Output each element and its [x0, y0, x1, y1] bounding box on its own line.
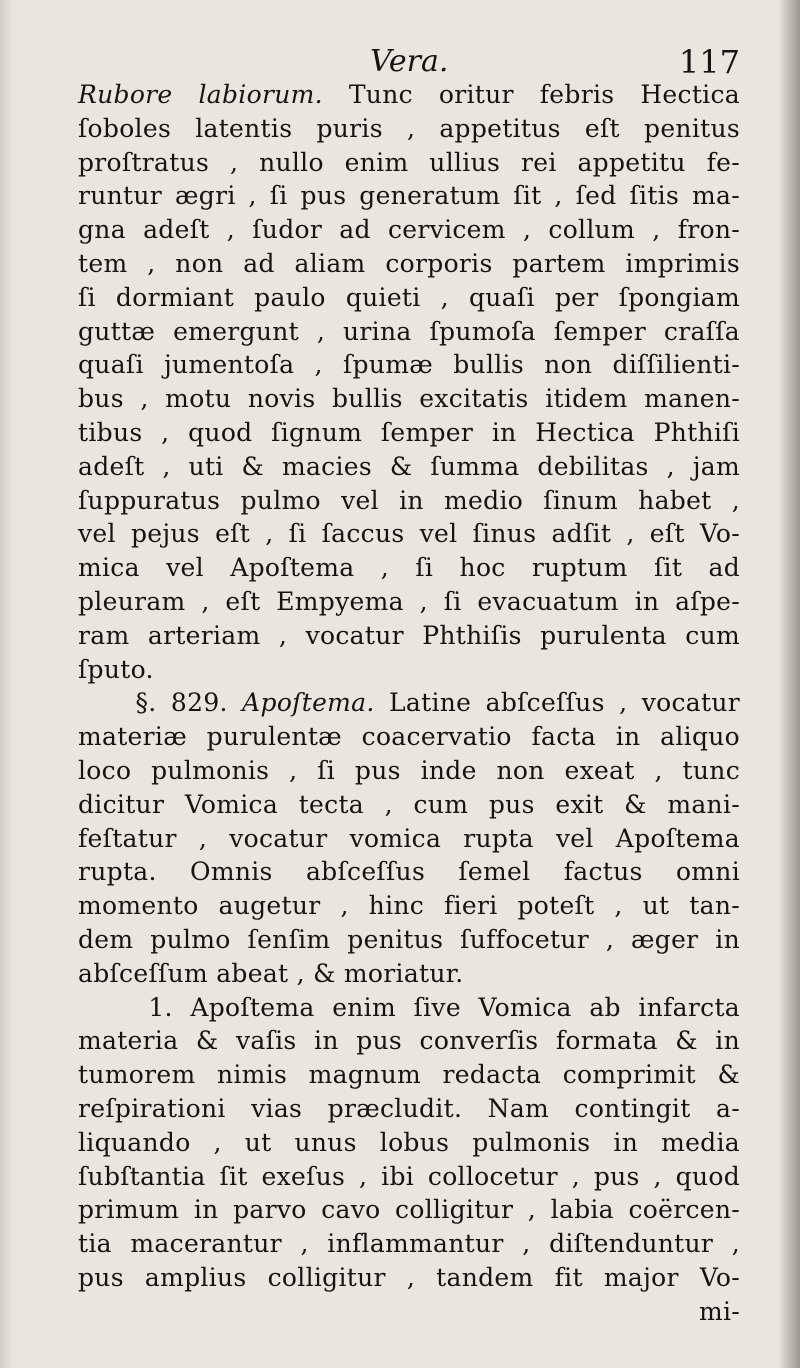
italic-term: Apoſtema. — [242, 688, 375, 718]
text-line — [78, 1126, 740, 1160]
line-text: loco pulmonis , ſi pus inde non exeat , tunc — [78, 755, 740, 785]
running-title: Vera. — [370, 44, 449, 79]
text-line — [78, 822, 740, 856]
line-text: ſoboles latentis puris , appetitus eſt penitus — [78, 113, 740, 143]
text-line — [78, 112, 740, 146]
text-line — [78, 653, 740, 687]
line-text: liquando , ut unus lobus pulmonis in media — [78, 1127, 740, 1157]
line-text: dicitur Vomica tecta , cum pus exit & mani- — [78, 789, 740, 819]
line-text: Tunc oritur febris Hectica — [322, 80, 740, 109]
text-line — [78, 281, 740, 315]
line-text: primum in parvo cavo colligitur , labia coërcen- — [78, 1195, 740, 1225]
line-text: abſceſſum abeat , & moriatur. — [78, 958, 464, 988]
text-line — [78, 1058, 740, 1092]
line-text: momento augetur , hinc fieri poteſt , ut tan- — [78, 891, 740, 921]
page-right-shadow — [778, 0, 800, 1368]
text-line — [78, 720, 740, 754]
line-text: dem pulmo ſenſim penitus ſuffocetur , æger in — [78, 924, 740, 954]
text-line — [78, 923, 740, 957]
text-line — [78, 146, 740, 180]
line-text: quaſi jumentoſa , ſpumæ bullis non diſſilienti- — [78, 350, 740, 380]
line-text: 1. Apoſtema enim ſive Vomica ab infarcta — [78, 992, 740, 1022]
text-line — [78, 416, 740, 450]
text-line — [78, 788, 740, 822]
line-text: bus , motu novis bullis excitatis itidem manen- — [78, 384, 740, 414]
line-text: adeſt , uti & macies & ſumma debilitas , jam — [78, 451, 740, 481]
page-number: 117 — [678, 43, 740, 81]
text-line — [78, 517, 740, 551]
text-line — [78, 1261, 740, 1295]
text-line — [78, 247, 740, 281]
line-text: materiæ purulentæ coacervatio facta in aliquo — [78, 722, 740, 752]
text-line — [78, 382, 740, 416]
text-line — [78, 619, 740, 653]
text-line — [78, 315, 740, 349]
line-text: guttæ emergunt , urina ſpumoſa ſemper craſſa — [78, 316, 740, 346]
text-line — [78, 484, 740, 518]
line-text: pus amplius colligitur , tandem fit major Vo- — [78, 1262, 740, 1292]
text-line — [78, 754, 740, 788]
text-line — [78, 213, 740, 247]
line-text: gna adeſt , ſudor ad cervicem , collum , fron- — [78, 215, 740, 245]
text-line — [78, 1227, 740, 1261]
text-line — [78, 686, 740, 720]
text-line — [78, 1092, 740, 1126]
text-line — [78, 585, 740, 619]
line-text: ſuppuratus pulmo vel in medio ſinum habet , — [78, 485, 740, 515]
text-body — [78, 78, 740, 1328]
line-text: ſi dormiant paulo quieti , quaſi per ſpongiam — [78, 282, 740, 312]
line-text: runtur ægri , ſi pus generatum ſit , ſed ſitis ma- — [78, 181, 740, 211]
text-line — [78, 889, 740, 923]
text-line — [78, 1160, 740, 1194]
line-text: tia macerantur , inflammantur , diſtenduntur , — [78, 1229, 740, 1259]
text-line — [78, 991, 740, 1025]
text-line — [78, 1295, 740, 1329]
line-text: ſubſtantia ſit exeſus , ibi collocetur , pus , quod — [78, 1161, 740, 1191]
line-text: vel pejus eſt , ſi ſaccus vel ſinus adſit , eſt Vo- — [78, 519, 740, 549]
line-text: tumorem nimis magnum redacta comprimit & — [78, 1060, 740, 1090]
text-line — [78, 957, 740, 991]
line-text: ram arteriam , vocatur Phthiſis purulenta cum — [78, 620, 740, 650]
line-text: feſtatur , vocatur vomica rupta vel Apoſtema — [78, 823, 740, 853]
line-text: mi- — [698, 1296, 740, 1326]
line-text: rupta. Omnis abſceſſus ſemel factus omni — [78, 857, 740, 887]
text-line — [78, 1024, 740, 1058]
text-line — [78, 855, 740, 889]
line-text: materia & vaſis in pus converſis formata & in — [78, 1026, 740, 1056]
text-line — [78, 179, 740, 213]
line-text: proſtratus , nullo enim ullius rei appetitu fe- — [78, 147, 740, 177]
text-line — [78, 450, 740, 484]
line-text: Latine abſceſſus , vocatur — [374, 688, 740, 718]
line-text: ſputo. — [78, 654, 154, 684]
text-line — [78, 1193, 740, 1227]
line-text: mica vel Apoſtema , ſi hoc ruptum ſit ad — [78, 553, 740, 583]
line-text: tibus , quod ſignum ſemper in Hectica Phthiſi — [78, 417, 740, 447]
line-text: pleuram , eſt Empyema , ſi evacuatum in aſpe- — [78, 586, 740, 616]
page-left-shadow — [0, 0, 14, 1368]
line-text: reſpirationi vias præcludit. Nam contingit a- — [78, 1093, 740, 1123]
text-line — [78, 551, 740, 585]
line-text: §. 829. — [78, 688, 243, 718]
text-line — [78, 78, 740, 112]
text-line — [78, 348, 740, 382]
italic-term: Rubore labiorum. — [78, 80, 323, 109]
line-text: tem , non ad aliam corporis partem imprimis — [78, 248, 740, 278]
